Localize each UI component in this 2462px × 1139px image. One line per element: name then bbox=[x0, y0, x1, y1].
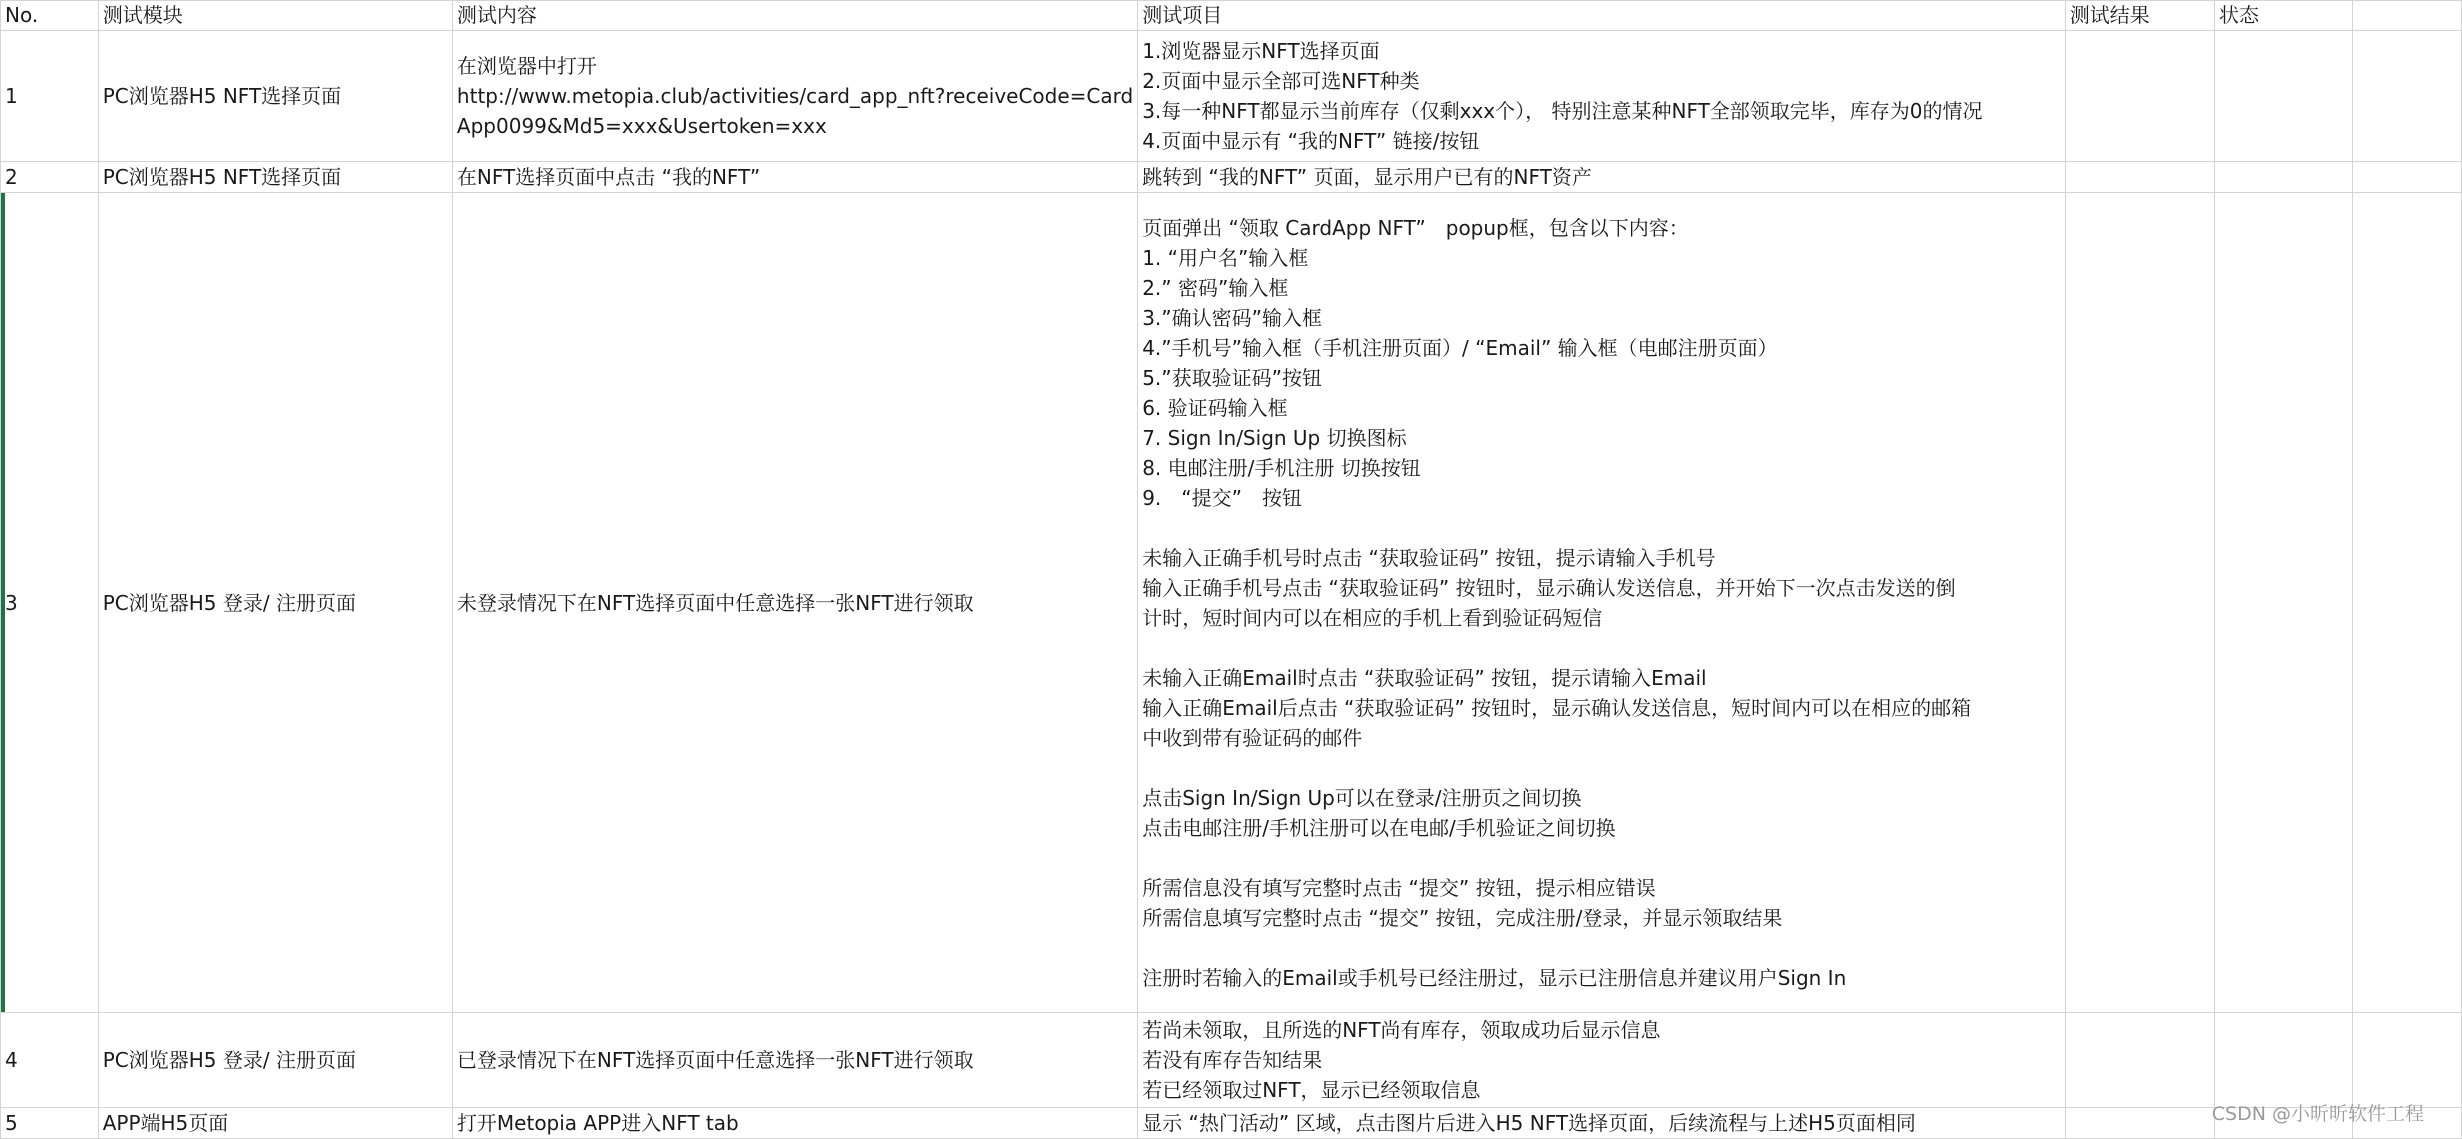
item-line: 4.页面中显示有 “我的NFT” 链接/按钮 bbox=[1142, 129, 1480, 153]
item-line: 未输入正确Email时点击 “获取验证码” 按钮，提示请输入Email bbox=[1142, 665, 1707, 690]
content-line: 打开Metopia APP进入NFT tab bbox=[456, 1111, 739, 1135]
cell-no[interactable]: 4 bbox=[1, 1013, 99, 1108]
cell-module[interactable]: PC浏览器H5 登录/ 注册页面 bbox=[98, 193, 452, 1013]
cell-module[interactable]: PC浏览器H5 NFT选择页面 bbox=[98, 162, 452, 193]
item-line: 中收到带有验证码的邮件 bbox=[1142, 725, 1363, 750]
item-line: 注册时若输入的Email或手机号已经注册过，显示已注册信息并建议用户Sign In bbox=[1142, 965, 1847, 990]
cell-result[interactable] bbox=[2065, 31, 2214, 162]
content-line: 在NFT选择页面中点击 “我的NFT” bbox=[456, 165, 761, 189]
cell-no[interactable]: 3 bbox=[1, 193, 99, 1013]
table-row bbox=[1, 31, 2462, 162]
header-content[interactable]: 测试内容 bbox=[452, 1, 1137, 31]
cell-module[interactable]: APP端H5页面 bbox=[98, 1108, 452, 1139]
content-line: 未登录情况下在NFT选择页面中任意选择一张NFT进行领取 bbox=[456, 590, 974, 615]
item-line: 点击Sign In/Sign Up可以在登录/注册页之间切换 bbox=[1142, 785, 1582, 810]
content-line: App0099&Md5=xxx&Usertoken=xxx bbox=[456, 114, 827, 138]
item-line: 7. Sign In/Sign Up 切换图标 bbox=[1142, 425, 1407, 450]
cell-items[interactable] bbox=[1138, 162, 2066, 193]
csdn-watermark: CSDN @小昕昕软件工程 bbox=[2211, 1103, 2424, 1125]
cell-status[interactable] bbox=[2214, 31, 2352, 162]
cell-module[interactable]: PC浏览器H5 登录/ 注册页面 bbox=[98, 1013, 452, 1108]
header-items[interactable]: 测试项目 bbox=[1138, 1, 2066, 31]
cell-empty[interactable] bbox=[2352, 31, 2461, 162]
item-line: 3.每一种NFT都显示当前库存（仅剩xxx个）， 特别注意某种NFT全部领取完毕，库存为0的情况 bbox=[1142, 99, 1983, 123]
item-line: 5.”获取验证码”按钮 bbox=[1142, 365, 1323, 390]
cell-empty[interactable] bbox=[2352, 1013, 2461, 1108]
item-line: 所需信息没有填写完整时点击 “提交” 按钮，提示相应错误 bbox=[1142, 875, 1656, 900]
item-line: 跳转到 “我的NFT” 页面，显示用户已有的NFT资产 bbox=[1142, 165, 1592, 189]
item-line: 6. 验证码输入框 bbox=[1142, 395, 1288, 420]
cell-no[interactable]: 5 bbox=[1, 1108, 99, 1139]
cell-empty[interactable] bbox=[2352, 162, 2461, 193]
header-no[interactable]: No. bbox=[1, 1, 99, 31]
content-line: 已登录情况下在NFT选择页面中任意选择一张NFT进行领取 bbox=[456, 1048, 974, 1072]
table-row bbox=[1, 193, 2462, 1013]
cell-content[interactable] bbox=[452, 162, 1137, 193]
cell-no[interactable]: 2 bbox=[1, 162, 99, 193]
cell-module[interactable]: PC浏览器H5 NFT选择页面 bbox=[98, 31, 452, 162]
content-line: 在浏览器中打开 bbox=[456, 54, 597, 78]
table-row bbox=[1, 1013, 2462, 1108]
cell-status[interactable] bbox=[2214, 1013, 2352, 1108]
header-row bbox=[1, 1, 2462, 31]
item-line: 9. “提交” 按钮 bbox=[1142, 485, 1303, 510]
item-line: 若已经领取过NFT，显示已经领取信息 bbox=[1142, 1078, 1481, 1102]
item-line: 若尚未领取，且所选的NFT尚有库存，领取成功后显示信息 bbox=[1142, 1018, 1661, 1042]
cell-items[interactable] bbox=[1138, 31, 2066, 162]
item-line: 未输入正确手机号时点击 “获取验证码” 按钮，提示请输入手机号 bbox=[1142, 545, 1716, 570]
cell-items[interactable] bbox=[1138, 1013, 2066, 1108]
table-row bbox=[1, 162, 2462, 193]
blank-line bbox=[1142, 513, 2061, 543]
blank-line bbox=[1142, 633, 2061, 663]
item-line: 8. 电邮注册/手机注册 切换按钮 bbox=[1142, 455, 1421, 480]
blank-line bbox=[1142, 753, 2061, 783]
cell-content[interactable] bbox=[452, 1013, 1137, 1108]
item-line: 页面弹出 “领取 CardApp NFT” popup框，包含以下内容： bbox=[1142, 215, 1689, 240]
item-line: 1.浏览器显示NFT选择页面 bbox=[1142, 39, 1380, 63]
item-line: 点击电邮注册/手机注册可以在电邮/手机验证之间切换 bbox=[1142, 815, 1616, 840]
item-line: 2.” 密码”输入框 bbox=[1142, 275, 1289, 300]
cell-status[interactable] bbox=[2214, 162, 2352, 193]
header-result[interactable]: 测试结果 bbox=[2065, 1, 2214, 31]
item-line: 若没有库存告知结果 bbox=[1142, 1048, 1323, 1072]
item-line: 输入正确Email后点击 “获取验证码” 按钮时，显示确认发送信息，短时间内可以在相应的邮箱 bbox=[1142, 695, 1972, 720]
item-line: 计时，短时间内可以在相应的手机上看到验证码短信 bbox=[1142, 605, 1603, 630]
item-line: 输入正确手机号点击 “获取验证码” 按钮时，显示确认发送信息，并开始下一次点击发送的倒 bbox=[1142, 575, 1956, 600]
item-line: 1. “用户名”输入框 bbox=[1142, 245, 1309, 270]
content-line: http://www.metopia.club/activities/card_app_nft?receiveCode=Card bbox=[456, 84, 1134, 108]
cell-content[interactable] bbox=[452, 31, 1137, 162]
cell-status[interactable] bbox=[2214, 193, 2352, 1013]
item-line: 3.”确认密码”输入框 bbox=[1142, 305, 1323, 330]
blank-line bbox=[1142, 933, 2061, 963]
cell-content[interactable] bbox=[452, 193, 1137, 1013]
cell-result[interactable] bbox=[2065, 1013, 2214, 1108]
cell-result[interactable] bbox=[2065, 162, 2214, 193]
cell-empty[interactable] bbox=[2352, 193, 2461, 1013]
item-line: 所需信息填写完整时点击 “提交” 按钮，完成注册/登录，并显示领取结果 bbox=[1142, 905, 1783, 930]
header-status[interactable]: 状态 bbox=[2214, 1, 2352, 31]
item-line: 显示 “热门活动” 区域，点击图片后进入H5 NFT选择页面，后续流程与上述H5页面相同 bbox=[1142, 1111, 1916, 1135]
cell-no[interactable]: 1 bbox=[1, 31, 99, 162]
blank-line bbox=[1142, 843, 2061, 873]
cell-items[interactable] bbox=[1138, 193, 2066, 1013]
item-line: 4.”手机号”输入框（手机注册页面）/ “Email” 输入框（电邮注册页面） bbox=[1142, 335, 1778, 360]
item-line: 2.页面中显示全部可选NFT种类 bbox=[1142, 69, 1420, 93]
header-empty-cell[interactable] bbox=[2352, 1, 2461, 31]
cell-result[interactable] bbox=[2065, 193, 2214, 1013]
header-module[interactable]: 测试模块 bbox=[98, 1, 452, 31]
